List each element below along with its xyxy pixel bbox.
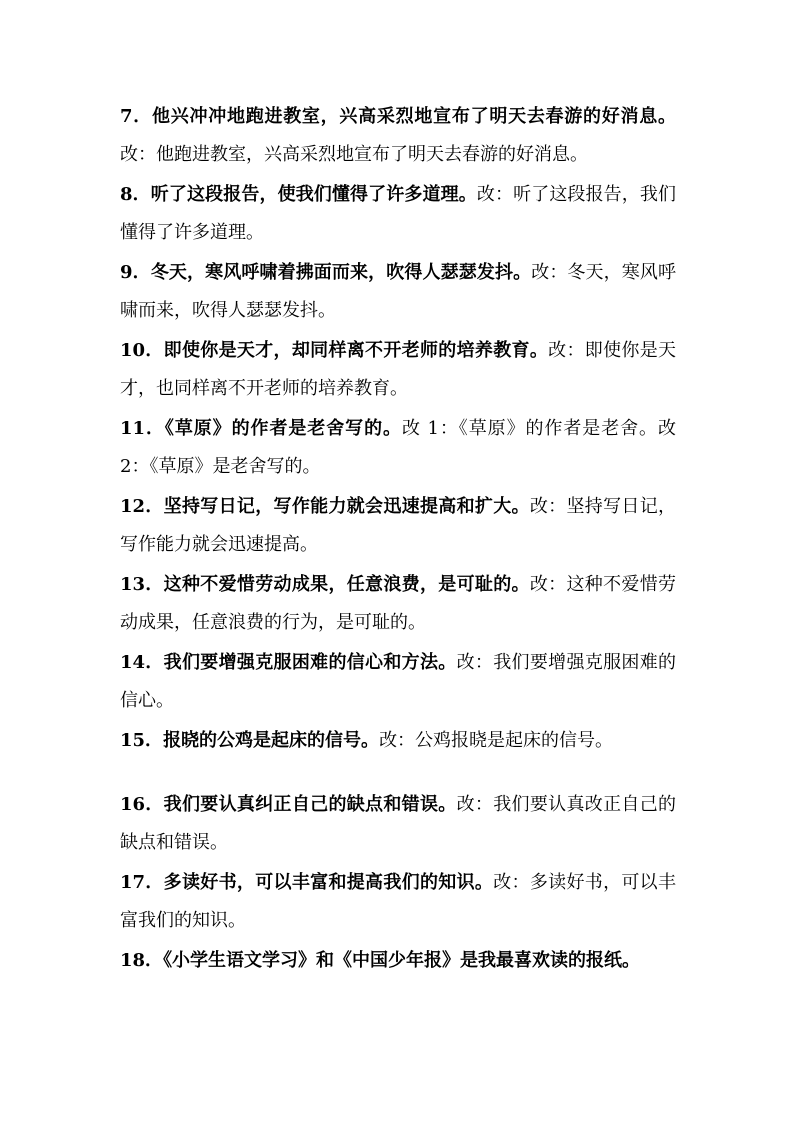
wrong-sentence: 《草原》的作者是老舍写的。 [164, 418, 402, 439]
item-number: 9． [120, 262, 151, 283]
corrected-sentence: 改：我们要增强克服困难的信心。 [120, 652, 676, 711]
item-number: 14． [120, 652, 164, 673]
list-item [120, 566, 676, 642]
wrong-sentence: 坚持写日记，写作能力就会迅速提高和扩大。 [163, 496, 530, 517]
list-item [120, 254, 676, 330]
item-number: 12． [120, 496, 164, 517]
corrected-sentence: 改 1：《草原》的作者是老舍。改 2：《草原》是老舍写的。 [120, 418, 676, 477]
list-item [120, 644, 676, 720]
list-item [120, 176, 676, 252]
wrong-sentence: 冬天，寒风呼啸着拂面而来，吹得人瑟瑟发抖。 [150, 262, 532, 283]
item-number: 18． [120, 950, 164, 971]
list-item [120, 786, 676, 862]
item-number: 8． [120, 184, 151, 205]
sentence-correction-list [120, 98, 676, 980]
corrected-sentence: 改：他跑进教室，兴高采烈地宣布了明天去春游的好消息。 [120, 144, 588, 165]
item-number: 7． [120, 106, 153, 127]
list-item [120, 722, 676, 760]
wrong-sentence: 报晓的公鸡是起床的信号。 [163, 730, 380, 751]
wrong-sentence: 多读好书，可以丰富和提高我们的知识。 [163, 872, 494, 893]
item-number: 16． [120, 794, 164, 815]
corrected-sentence: 改：坚持写日记，写作能力就会迅速提高。 [120, 496, 677, 555]
list-item [120, 942, 676, 980]
wrong-sentence: 《小学生语文学习》和《中国少年报》是我最喜欢读的报纸。 [163, 950, 641, 971]
wrong-sentence: 他兴冲冲地跑进教室，兴高采烈地宣布了明天去春游的好消息。 [152, 106, 677, 127]
corrected-sentence: 改：冬天，寒风呼啸而来，吹得人瑟瑟发抖。 [120, 262, 677, 321]
wrong-sentence: 即使你是天才，却同样离不开老师的培养教育。 [163, 340, 549, 361]
list-item [120, 488, 676, 564]
item-number: 13． [120, 574, 164, 595]
list-item [120, 864, 676, 940]
list-item [120, 332, 676, 408]
item-number: 11． [120, 418, 165, 439]
corrected-sentence: 改：我们要认真改正自己的缺点和错误。 [120, 794, 676, 853]
wrong-sentence: 听了这段报告，使我们懂得了许多道理。 [150, 184, 477, 205]
item-number: 10． [120, 340, 164, 361]
corrected-sentence: 改：多读好书，可以丰富我们的知识。 [120, 872, 676, 931]
wrong-sentence: 这种不爱惜劳动成果，任意浪费，是可耻的。 [163, 574, 530, 595]
corrected-sentence: 改：这种不爱惜劳动成果，任意浪费的行为，是可耻的。 [120, 574, 677, 633]
list-item [120, 98, 676, 174]
corrected-sentence: 改：公鸡报晓是起床的信号。 [379, 730, 614, 751]
corrected-sentence: 改：听了这段报告，我们懂得了许多道理。 [120, 184, 677, 243]
wrong-sentence: 我们要增强克服困难的信心和方法。 [163, 652, 457, 673]
corrected-sentence: 改：即使你是天才，也同样离不开老师的培养教育。 [120, 340, 677, 399]
item-number: 17． [120, 872, 164, 893]
wrong-sentence: 我们要认真纠正自己的缺点和错误。 [163, 794, 457, 815]
list-item [120, 410, 676, 486]
item-number: 15． [120, 730, 164, 751]
